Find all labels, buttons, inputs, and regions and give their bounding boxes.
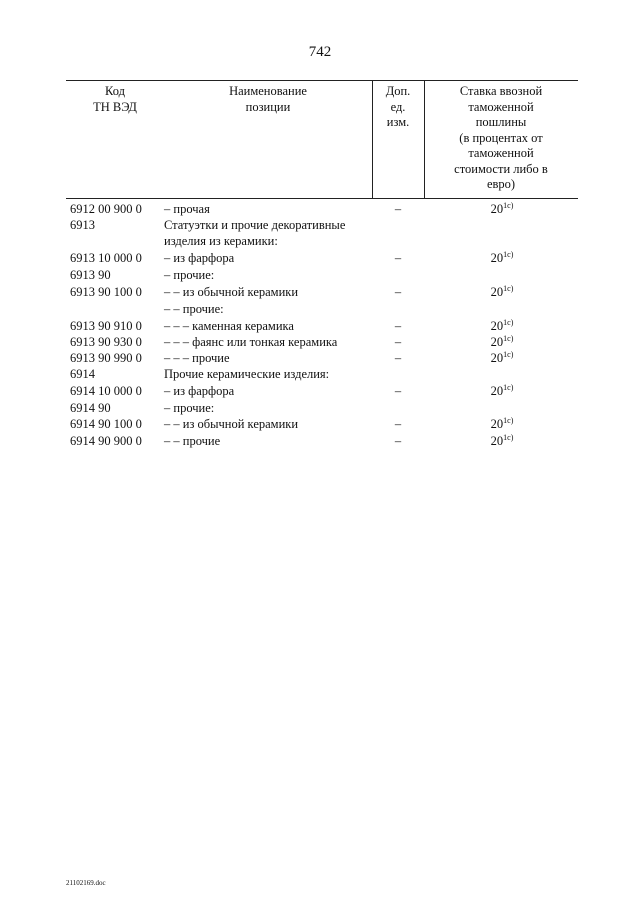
row-code: 6912 00 900 0: [70, 202, 142, 216]
row-code: 6913 90 990 0: [70, 351, 142, 365]
row-code: 6914 10 000 0: [70, 384, 142, 398]
row-rate: $20^{1c)}$: [490, 284, 514, 299]
row-code: 6913 90 930 0: [70, 335, 142, 349]
rate-footnote: 1c): [503, 250, 514, 259]
row-name: изделия из керамики:: [164, 234, 278, 248]
row-name: – прочая: [164, 202, 210, 216]
table-row: [66, 301, 578, 317]
row-unit: –: [394, 202, 402, 216]
row-name: – из фарфора: [164, 251, 235, 265]
table-top-rule: [66, 80, 578, 81]
row-name: – – из обычной керамики: [164, 417, 299, 431]
rate-footnote: 1c): [503, 318, 514, 327]
row-unit: –: [394, 417, 402, 431]
row-name: – – – прочие: [164, 351, 230, 365]
row-code: 6913 90 910 0: [70, 319, 142, 333]
table-row: [66, 217, 578, 233]
row-rate: $20^{1c)}$: [490, 250, 514, 265]
table-row: [66, 350, 578, 366]
page-number: 742: [308, 44, 332, 60]
row-name: – – из обычной керамики: [164, 285, 299, 299]
header-code-line-2: ТН ВЭД: [93, 99, 137, 114]
rate-footnote: 1c): [503, 334, 514, 343]
row-name: – – – каменная керамика: [164, 319, 294, 333]
table-row: [66, 250, 578, 266]
rate-footnote: 1c): [503, 433, 514, 442]
rate-footnote: 1c): [503, 201, 514, 210]
header-rate-line-1: Ставка ввозной: [459, 84, 543, 98]
row-rate: $20^{1c)}$: [490, 416, 514, 431]
header-rate-line-5: таможенной: [468, 146, 534, 160]
header-rate-line-2: таможенной: [468, 99, 534, 114]
table-row: [66, 433, 578, 449]
header-code: [66, 84, 164, 115]
header-unit-line-1: Доп.: [385, 84, 411, 98]
document-filename: 21102169.doc: [66, 879, 106, 887]
table-row: [66, 334, 578, 350]
header-rate: [424, 84, 578, 193]
row-name: – прочие:: [164, 268, 215, 282]
row-code: 6914 90 900 0: [70, 434, 142, 448]
row-rate: $20^{1c)}$: [490, 318, 514, 333]
row-rate: $20^{1c)}$: [490, 433, 514, 448]
rate-footnote: 1c): [503, 350, 514, 359]
table-row: [66, 201, 578, 217]
row-name: – прочие:: [164, 401, 215, 415]
row-name: Статуэтки и прочие декоративные: [164, 218, 346, 232]
row-name: – – прочие:: [164, 302, 224, 316]
row-code: 6914 90 100 0: [70, 417, 142, 431]
table-row: [66, 416, 578, 432]
rate-footnote: 1c): [503, 284, 514, 293]
header-rate-line-7: евро): [486, 177, 516, 191]
header-rate-line-4: (в процентах от: [459, 130, 543, 145]
row-rate: $20^{1c)}$: [490, 334, 514, 349]
table-row: [66, 318, 578, 334]
header-name: [164, 84, 372, 115]
header-unit-line-3: изм.: [386, 115, 410, 129]
row-code: 6913: [70, 218, 95, 232]
row-unit: –: [394, 434, 402, 448]
row-code: 6913 10 000 0: [70, 251, 142, 265]
header-rate-line-3: пошлины: [475, 115, 527, 129]
row-unit: –: [394, 384, 402, 398]
table-row: [66, 366, 578, 382]
header-code-line-1: Код: [105, 84, 125, 98]
row-rate: $20^{1c)}$: [490, 350, 514, 365]
rate-footnote: 1c): [503, 383, 514, 392]
row-code: 6914: [70, 367, 95, 381]
table-row: [66, 383, 578, 399]
row-code: 6913 90: [70, 268, 111, 282]
row-unit: –: [394, 319, 402, 333]
row-rate: $20^{1c)}$: [490, 201, 514, 216]
row-code: 6914 90: [70, 401, 111, 415]
header-rate-line-6: стоимости либо в: [454, 161, 548, 176]
row-unit: –: [394, 351, 402, 365]
table-row: [66, 400, 578, 416]
rate-footnote: 1c): [503, 416, 514, 425]
row-name: – из фарфора: [164, 384, 235, 398]
row-name: – – прочие: [164, 434, 221, 448]
header-unit: [372, 84, 424, 131]
row-name: – – – фаянс или тонкая керамика: [164, 335, 338, 349]
row-name: Прочие керамические изделия:: [164, 367, 330, 381]
table-row: [66, 267, 578, 283]
header-bottom-rule: [66, 198, 578, 199]
row-code: 6913 90 100 0: [70, 285, 142, 299]
table-row: [66, 233, 578, 249]
row-unit: –: [394, 285, 402, 299]
row-unit: –: [394, 335, 402, 349]
row-rate: $20^{1c)}$: [490, 383, 514, 398]
table-row: [66, 284, 578, 300]
header-name-line-1: Наименование: [229, 84, 307, 98]
header-unit-line-2: ед.: [390, 99, 406, 114]
header-name-line-2: позиции: [245, 99, 291, 114]
row-unit: –: [394, 251, 402, 265]
